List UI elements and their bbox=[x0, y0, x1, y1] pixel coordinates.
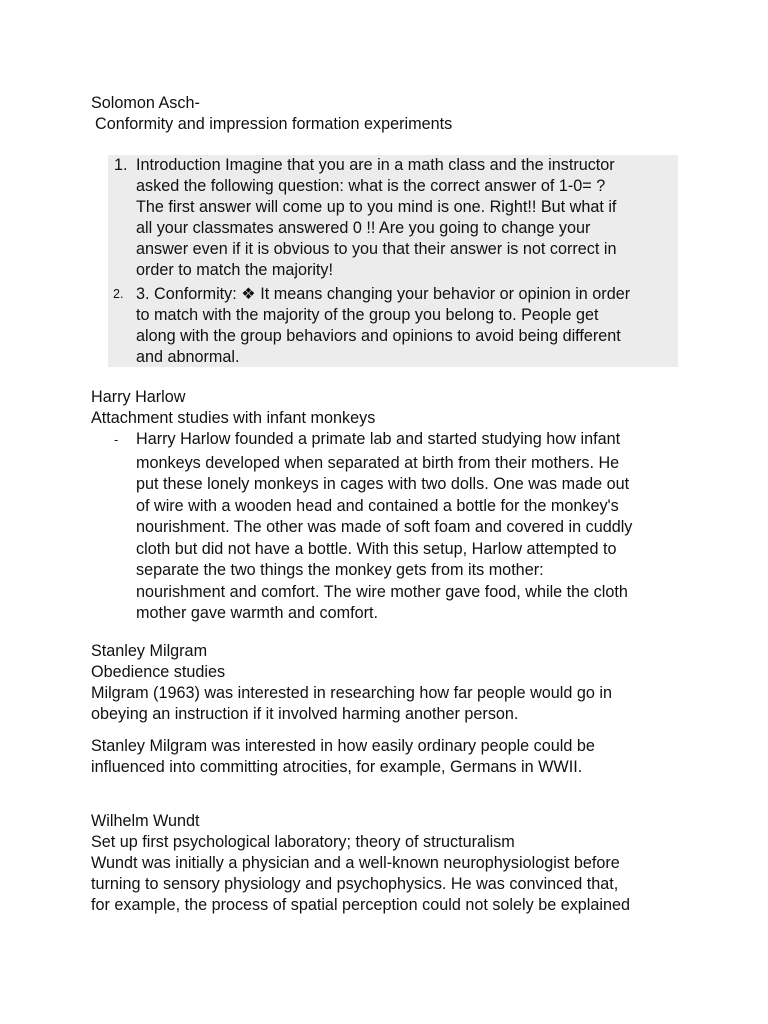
wundt-section bbox=[91, 811, 691, 916]
text-line: cloth but did not have a bottle. With this setup, Harlow attempted to bbox=[136, 539, 617, 558]
text-line: and abnormal. bbox=[136, 348, 240, 366]
milgram-para1-line: obeying an instruction if it involved harming another person. bbox=[91, 705, 519, 723]
milgram-name: Stanley Milgram bbox=[91, 642, 208, 660]
text-line: to match with the majority of the group you belong to. People get bbox=[136, 306, 599, 324]
text-line: all your classmates answered 0 !! Are you going to change your bbox=[136, 219, 591, 237]
list-marker: 1. bbox=[114, 156, 128, 174]
list-item-text bbox=[136, 155, 681, 281]
wundt-subtitle: Set up first psychological laboratory; theory of structuralism bbox=[91, 833, 515, 851]
harlow-text bbox=[136, 429, 696, 625]
bullet-dash: - bbox=[114, 432, 119, 447]
text-line: along with the group behaviors and opinions to avoid being different bbox=[136, 327, 621, 345]
asch-header bbox=[91, 93, 691, 135]
asch-subtitle: Conformity and impression formation experiments bbox=[95, 115, 453, 133]
text-line: nourishment. The other was made of soft foam and covered in cuddly bbox=[136, 518, 633, 536]
text-line: separate the two things the monkey gets from its mother: bbox=[136, 561, 544, 579]
wundt-text-line: turning to sensory physiology and psychophysics. He was convinced that, bbox=[91, 875, 619, 893]
milgram-para2-line: Stanley Milgram was interested in how easily ordinary people could be bbox=[91, 737, 595, 755]
harlow-subtitle: Attachment studies with infant monkeys bbox=[91, 409, 376, 427]
harlow-name: Harry Harlow bbox=[91, 388, 186, 406]
text-line: answer even if it is obvious to you that their answer is not correct in bbox=[136, 240, 617, 258]
text-line: of wire with a wooden head and contained a bottle for the monkey's bbox=[136, 496, 619, 515]
list-item-text bbox=[136, 284, 681, 368]
milgram-para2-line: influenced into committing atrocities, for example, Germans in WWII. bbox=[91, 758, 583, 776]
wundt-name: Wilhelm Wundt bbox=[91, 812, 200, 830]
asch-name: Solomon Asch- bbox=[91, 94, 200, 112]
text-line: asked the following question: what is the correct answer of 1-0= ? bbox=[136, 177, 606, 195]
text-line: mother gave warmth and comfort. bbox=[136, 604, 379, 622]
list-marker: 2. bbox=[113, 287, 124, 301]
text-line: Harry Harlow founded a primate lab and started studying how infant bbox=[136, 430, 621, 448]
milgram-paragraph-2 bbox=[91, 736, 691, 778]
text-line: put these lonely monkeys in cages with two dolls. One was made out bbox=[136, 475, 630, 493]
text-line: Introduction Imagine that you are in a math class and the instructor bbox=[136, 156, 615, 174]
milgram-section bbox=[91, 641, 691, 725]
wundt-text-line: Wundt was initially a physician and a well-known neurophysiologist before bbox=[91, 854, 620, 872]
text-line: nourishment and comfort. The wire mother gave food, while the cloth bbox=[136, 582, 628, 601]
wundt-text-line: for example, the process of spatial perception could not solely be explained bbox=[91, 896, 631, 914]
asch-numbered-list bbox=[108, 155, 678, 367]
text-line: 3. Conformity: ❖ It means changing your behavior or opinion in order bbox=[136, 285, 631, 303]
text-line: The first answer will come up to you mind is one. Right!! But what if bbox=[136, 198, 617, 216]
text-line: monkeys developed when separated at birth from their mothers. He bbox=[136, 453, 620, 472]
milgram-para1-line: Milgram (1963) was interested in researching how far people would go in bbox=[91, 684, 612, 702]
text-line: order to match the majority! bbox=[136, 261, 334, 279]
milgram-subtitle: Obedience studies bbox=[91, 663, 226, 681]
harlow-header bbox=[91, 387, 691, 429]
